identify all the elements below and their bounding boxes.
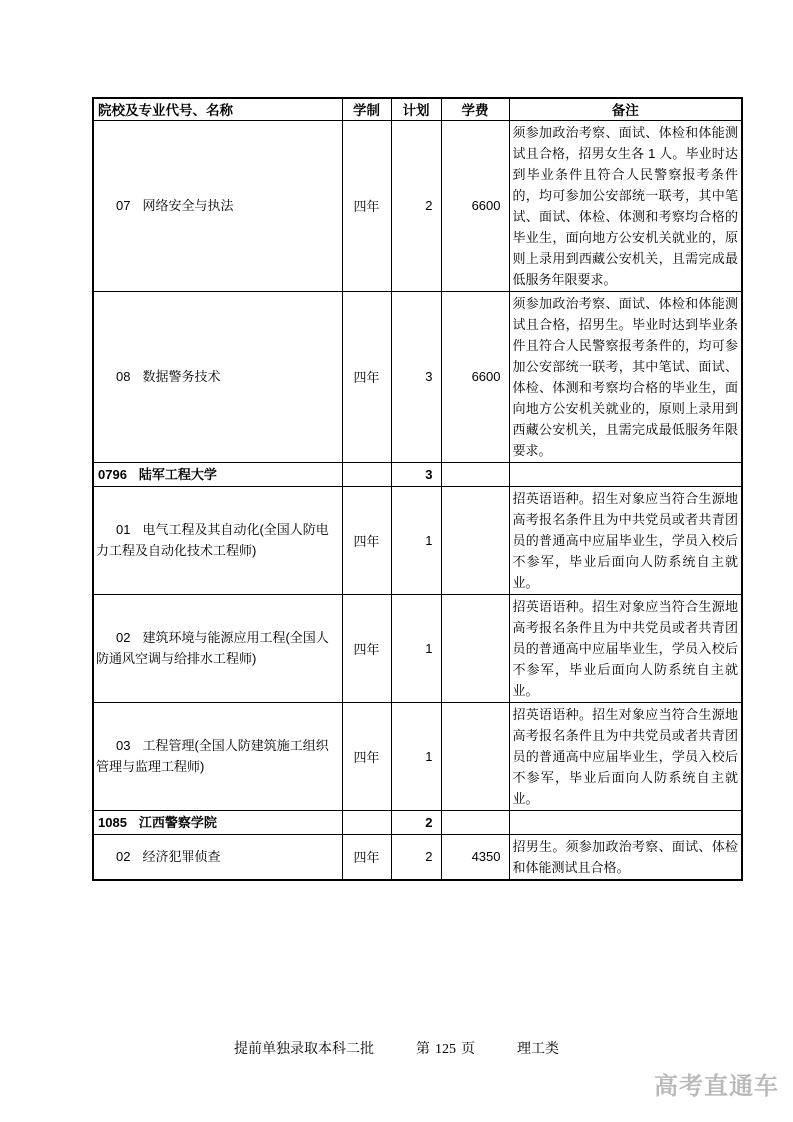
table-row-major-02-army [93, 594, 742, 702]
major-name: 02 建筑环境与能源应用工程(全国人防通风空调与给排水工程师) [96, 630, 329, 666]
major-name: 07 网络安全与执法 [116, 198, 234, 213]
header-duration: 学制 [342, 98, 391, 120]
admission-plan-table [92, 97, 743, 881]
major-name: 08 数据警务技术 [116, 369, 221, 384]
duration-cell: 四年 [342, 834, 391, 880]
table-row-college-0796 [93, 462, 742, 486]
plan-cell: 1 [391, 486, 441, 594]
table-header-row [93, 98, 742, 120]
note-cell: 须参加政治考察、面试、体检和体能测试且合格，招男女生各 1 人。毕业时达到毕业条件且符合人民警察报考条件的，均可参加公安部统一联考，其中笔试、面试、体检、体测和考察均合格的毕业生，面向地方公安机关就业的，原则上录用到西藏公安机关，且需完成最低服务年限要求。 [509, 120, 742, 291]
table-row-major-07 [93, 120, 742, 291]
major-code: 01 [116, 522, 131, 537]
tuition-cell [441, 702, 509, 810]
table-row-major-02-jx [93, 834, 742, 880]
tuition-cell [441, 486, 509, 594]
major-code: 07 [116, 198, 131, 213]
header-plan: 计划 [391, 98, 441, 120]
note-cell: 须参加政治考察、面试、体检和体能测试且合格，招男生。毕业时达到毕业条件且符合人民警察报考条件的，均可参加公安部统一联考，其中笔试、面试、体检、体测和考察均合格的毕业生，面向地方公安机关就业的，原则上录用到西藏公安机关，且需完成最低服务年限要求。 [509, 291, 742, 462]
major-code: 03 [116, 738, 131, 753]
college-name: 1085 江西警察学院 [98, 814, 217, 830]
tuition-cell: 6600 [441, 291, 509, 462]
tuition-cell [441, 462, 509, 486]
table-row-major-01 [93, 486, 742, 594]
note-cell [509, 810, 742, 834]
note-cell: 招英语语种。招生对象应当符合生源地高考报名条件且为中共党员或者共青团员的普通高中应届毕业生，学员入校后不参军，毕业后面向人防系统自主就业。 [509, 594, 742, 702]
table-row-college-1085 [93, 810, 742, 834]
college-code: 0796 [98, 466, 127, 482]
plan-cell: 1 [391, 702, 441, 810]
footer-category-label: 理工类 [517, 1040, 559, 1056]
plan-cell: 3 [391, 462, 441, 486]
major-name: 02 经济犯罪侦查 [116, 849, 221, 864]
header-note: 备注 [509, 98, 742, 120]
tuition-cell: 6600 [441, 120, 509, 291]
tuition-cell [441, 594, 509, 702]
footer-batch-label: 提前单独录取本科二批 [234, 1040, 374, 1056]
duration-cell: 四年 [342, 702, 391, 810]
duration-cell: 四年 [342, 291, 391, 462]
plan-cell: 2 [391, 834, 441, 880]
header-tuition: 学费 [441, 98, 509, 120]
note-cell [509, 462, 742, 486]
note-cell: 招英语语种。招生对象应当符合生源地高考报名条件且为中共党员或者共青团员的普通高中应届毕业生，学员入校后不参军，毕业后面向人防系统自主就业。 [509, 702, 742, 810]
plan-cell: 1 [391, 594, 441, 702]
major-name: 01 电气工程及其自动化(全国人防电力工程及自动化技术工程师) [96, 522, 329, 558]
header-college-major: 院校及专业代号、名称 [93, 98, 342, 120]
tuition-cell [441, 810, 509, 834]
plan-cell: 3 [391, 291, 441, 462]
major-code: 02 [116, 849, 131, 864]
duration-cell: 四年 [342, 120, 391, 291]
table-row-major-08 [93, 291, 742, 462]
major-code: 02 [116, 630, 131, 645]
duration-cell [342, 810, 391, 834]
plan-cell: 2 [391, 120, 441, 291]
plan-cell: 2 [391, 810, 441, 834]
watermark-text: 高考直通车 [654, 1073, 779, 1100]
college-name: 0796 陆军工程大学 [98, 466, 217, 482]
note-cell: 招男生。须参加政治考察、面试、体检和体能测试且合格。 [509, 834, 742, 880]
tuition-cell: 4350 [441, 834, 509, 880]
note-cell: 招英语语种。招生对象应当符合生源地高考报名条件且为中共党员或者共青团员的普通高中应届毕业生，学员入校后不参军，毕业后面向人防系统自主就业。 [509, 486, 742, 594]
table-row-major-03 [93, 702, 742, 810]
duration-cell: 四年 [342, 486, 391, 594]
duration-cell [342, 462, 391, 486]
page-footer [0, 1038, 793, 1058]
footer-page-number: 第 125 页 [416, 1040, 475, 1057]
major-name: 03 工程管理(全国人防建筑施工组织管理与监理工程师) [96, 738, 329, 774]
college-code: 1085 [98, 814, 127, 830]
major-code: 08 [116, 369, 131, 384]
duration-cell: 四年 [342, 594, 391, 702]
